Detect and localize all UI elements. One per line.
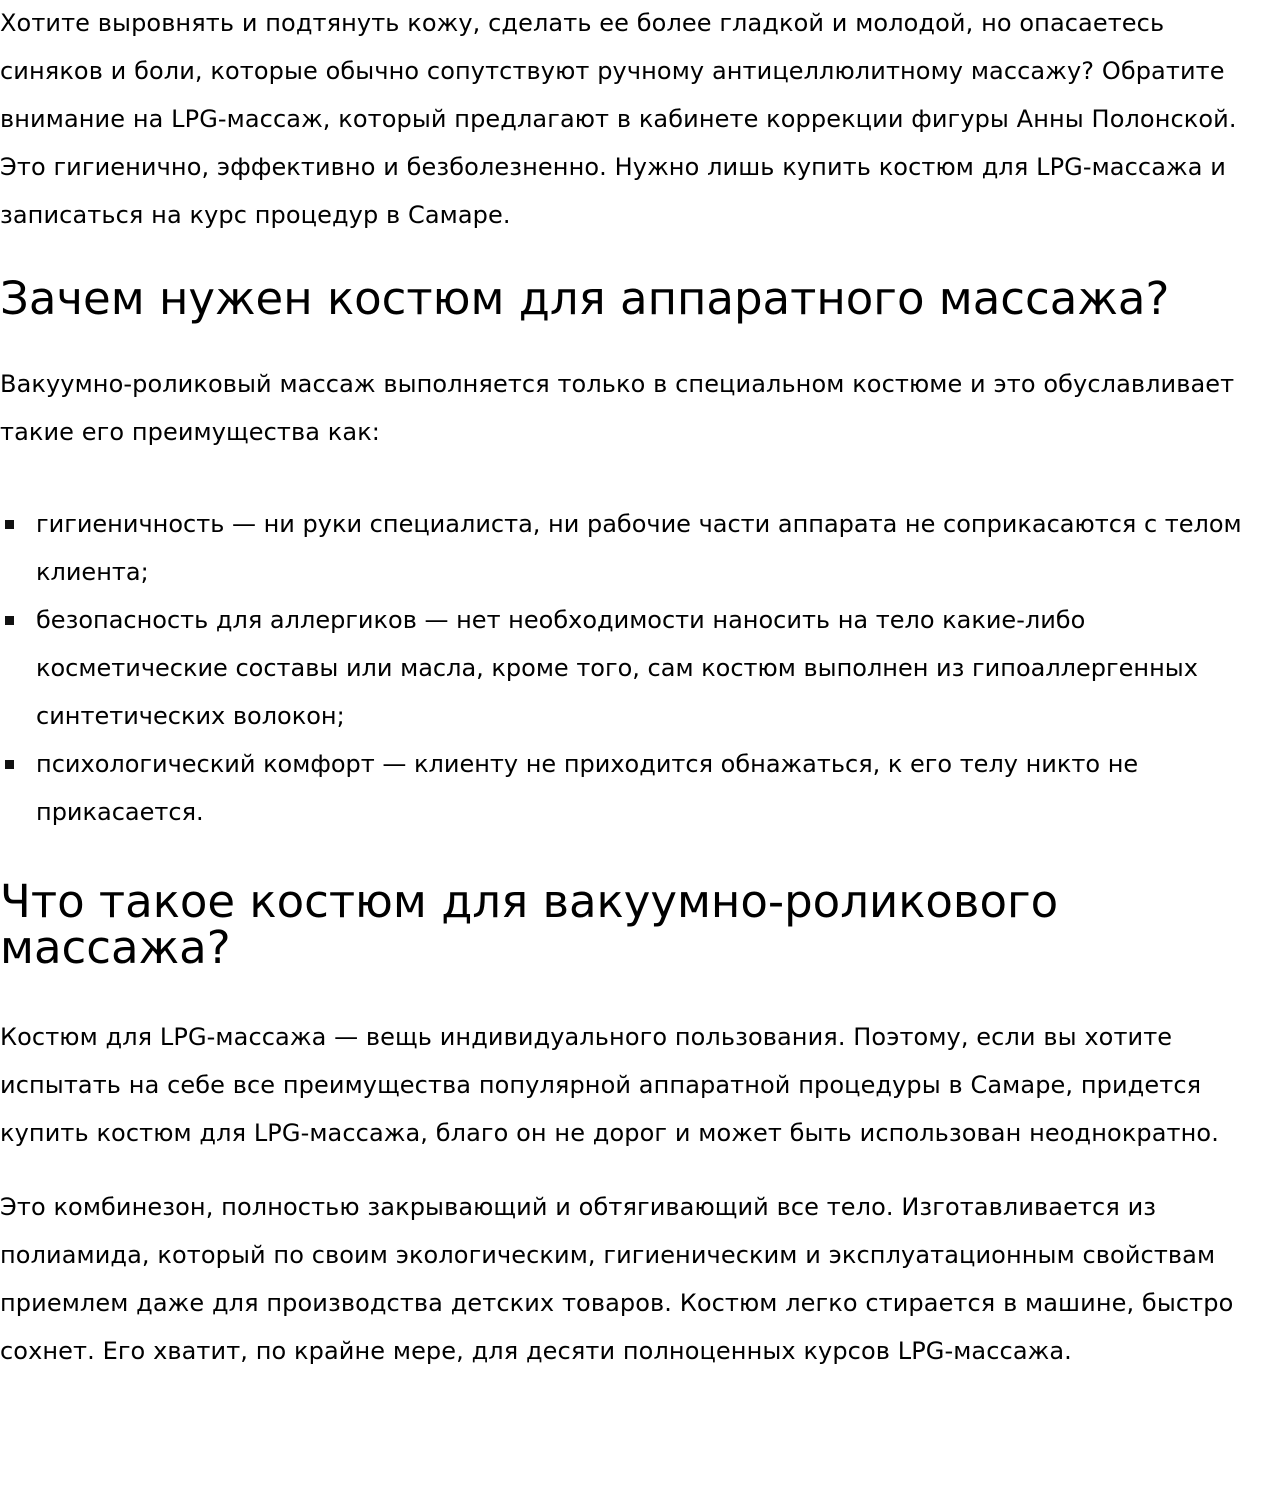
- list-item: [0, 596, 1270, 740]
- intro-paragraph: Хотите выровнять и подтянуть кожу, сделать ее более гладкой и молодой, но опасаетесь синяков и боли, которые обычно сопутствуют ручному антицеллюлитному массажу? Обратите внимание на LPG-массаж, который предлагают в кабинете коррекции фигуры Анны Полонской. Это гигиенично, эффективно и безболезненно. Нужно лишь купить костюм для LPG-массажа и записаться на курс процедур в Самаре.: [0, 9, 1237, 229]
- section-title-why-suit: Зачем нужен костюм для аппаратного массажа?: [0, 272, 1170, 325]
- list-item-text: психологический комфорт — клиенту не приходится обнажаться, к его телу никто не прикасается.: [36, 750, 1139, 826]
- list-item-text: безопасность для аллергиков — нет необходимости наносить на тело какие-либо косметические составы или масла, кроме того, сам костюм выполнен из гипоаллергенных синтетических волокон;: [36, 606, 1198, 730]
- list-item: [0, 500, 1270, 596]
- paragraph-suit-description: Это комбинезон, полностью закрывающий и обтягивающий все тело. Изготавливается из полиамида, который по своим экологическим, гигиеническим и эксплуатационным свойствам приемлем даже для производства детских товаров. Костюм легко стирается в машине, быстро сохнет. Его хватит, по крайне мере, для десяти полноценных курсов LPG-массажа.: [0, 1193, 1234, 1365]
- square-bullet-icon: [5, 520, 14, 529]
- section-lead-paragraph: Вакуумно-роликовый массаж выполняется только в специальном костюме и это обуславливает такие его преимущества как:: [0, 370, 1235, 446]
- square-bullet-icon: [5, 616, 14, 625]
- benefits-list: [0, 500, 1270, 836]
- square-bullet-icon: [5, 760, 14, 769]
- list-item-text: гигиеничность — ни руки специалиста, ни рабочие части аппарата не соприкасаются с телом клиента;: [36, 510, 1242, 586]
- paragraph-individual-use: Костюм для LPG-массажа — вещь индивидуального пользования. Поэтому, если вы хотите испытать на себе все преимущества популярной аппаратной процедуры в Самаре, придется купить костюм для LPG-массажа, благо он не дорог и может быть использован неоднократно.: [0, 1023, 1219, 1147]
- section-title-what-is-suit: Что такое костюм для вакуумно-роликового массажа?: [0, 875, 1059, 974]
- list-item: [0, 740, 1270, 836]
